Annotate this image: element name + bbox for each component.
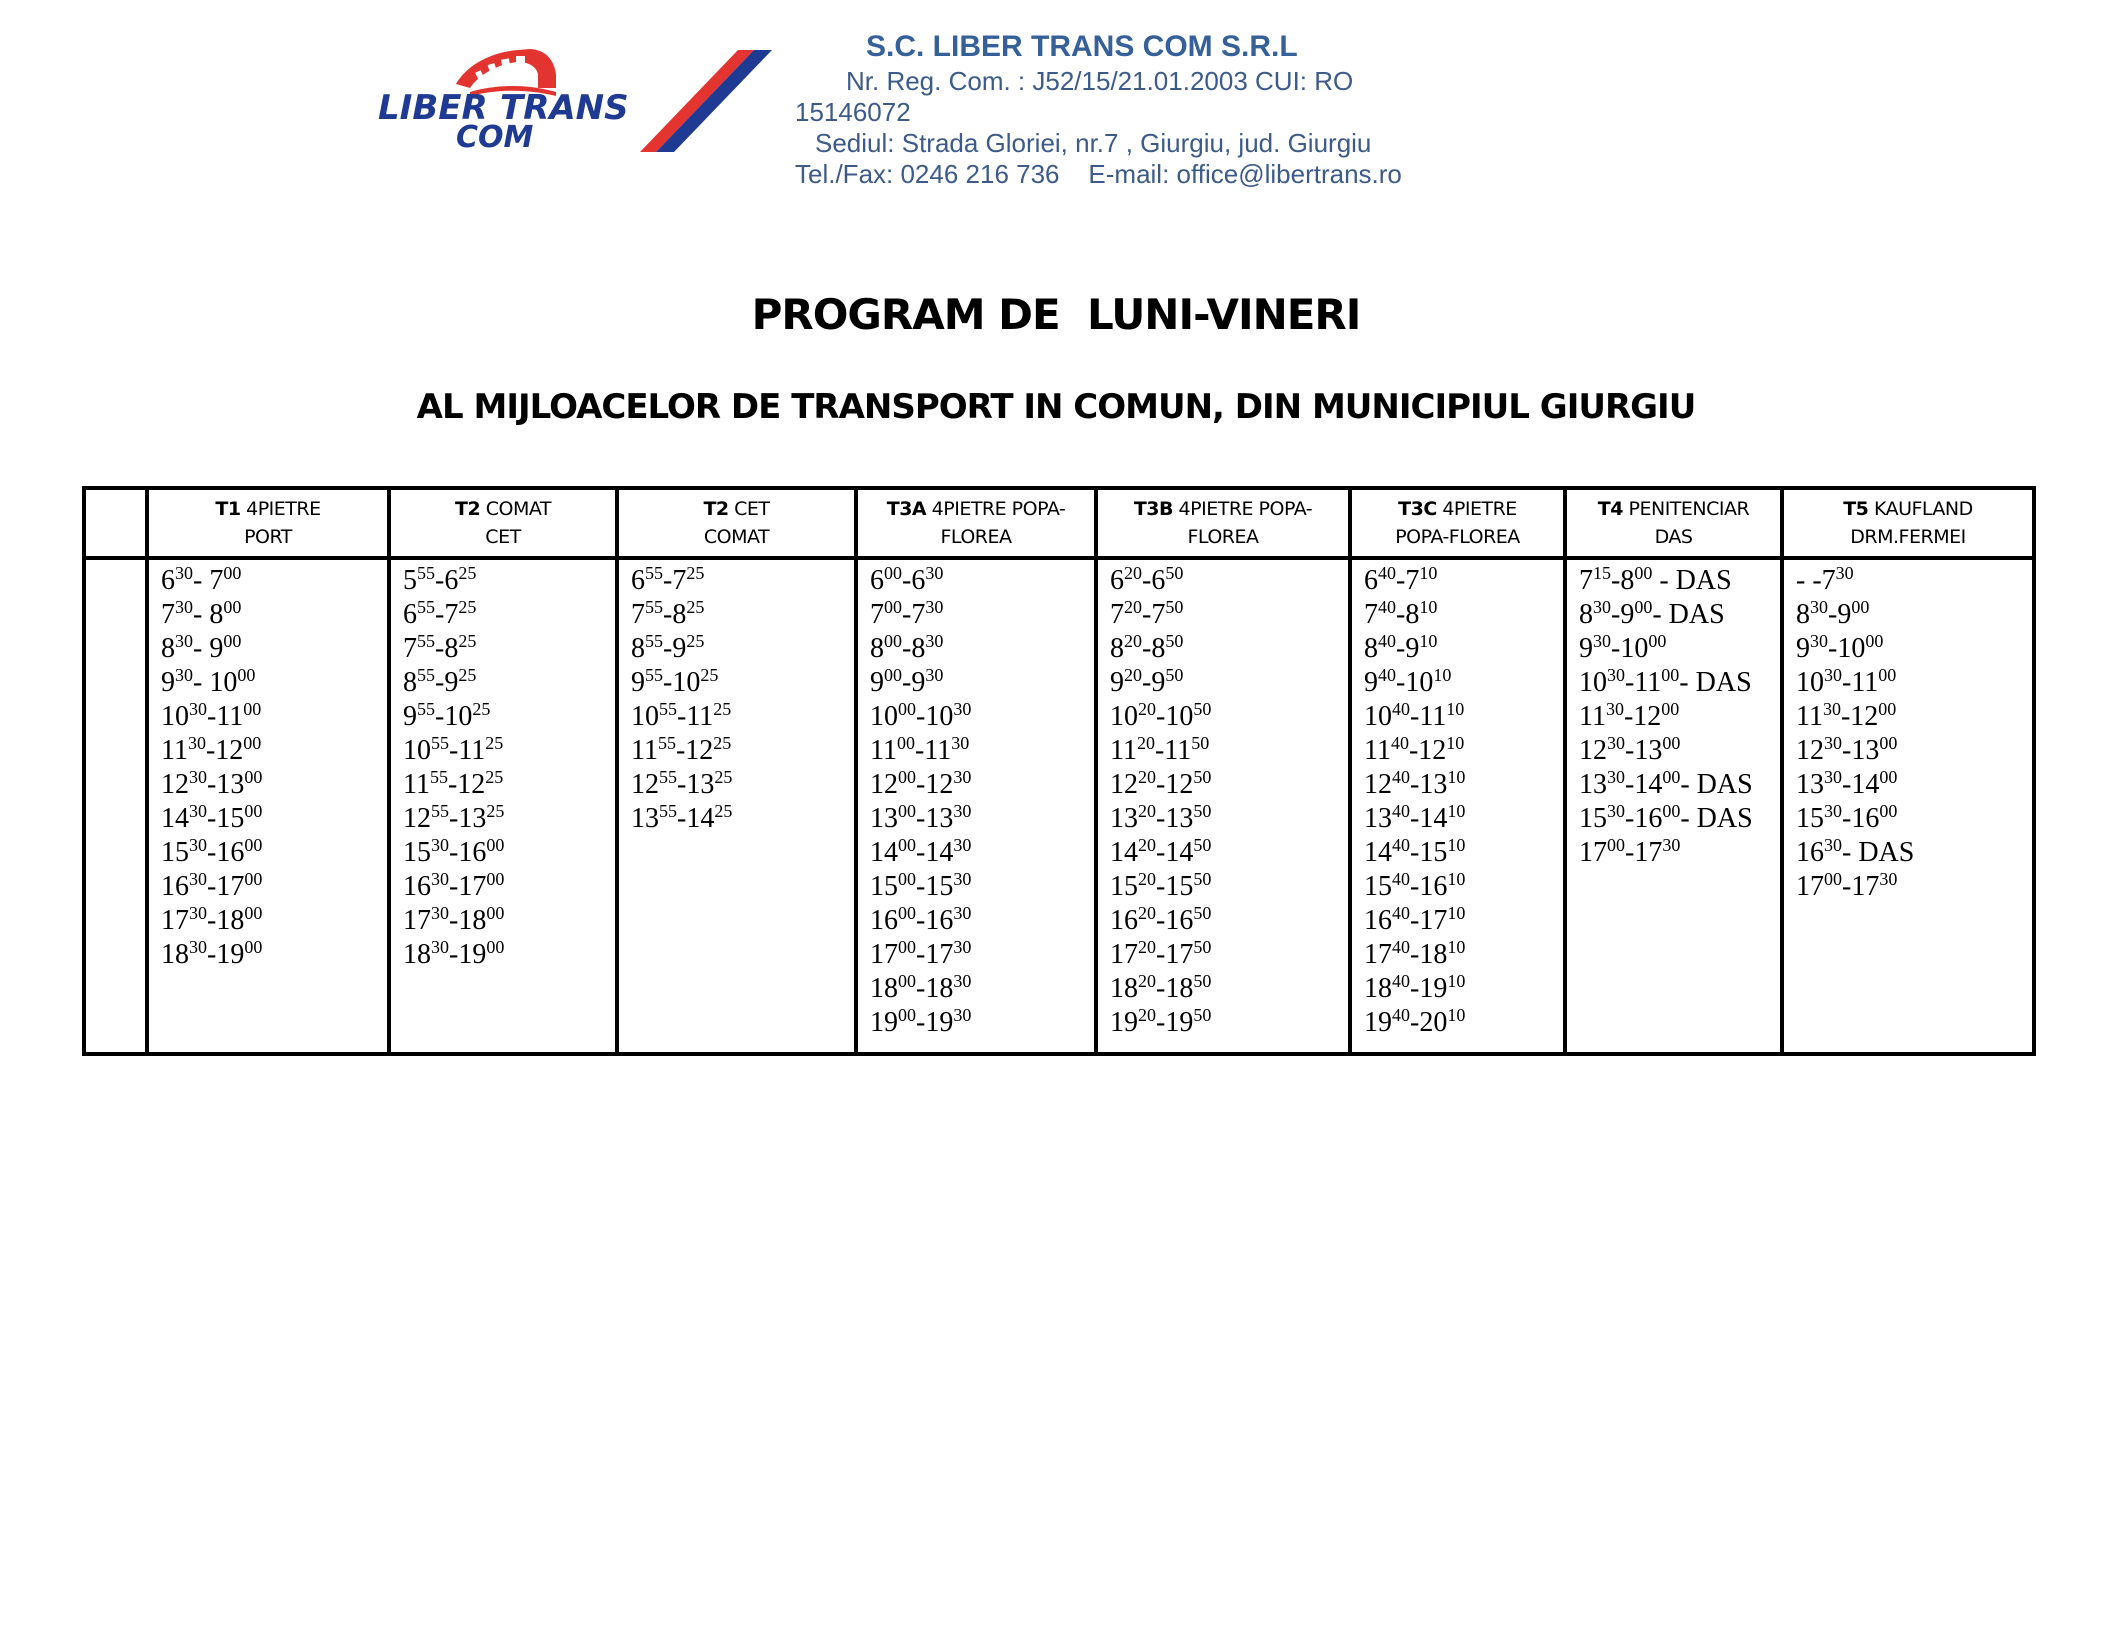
column-header	[858, 490, 1094, 556]
time-slot: $6^{00}-6^{30}$	[870, 563, 944, 596]
route-start: 4PIETRE POPA-	[1173, 498, 1313, 520]
time-slot: $8^{30}-$ $9^{00}$	[161, 631, 242, 664]
route-start: COMAT	[480, 498, 551, 520]
time-slot: $8^{00}-8^{30}$	[870, 631, 944, 664]
time-slot: $7^{30}-$ $8^{00}$	[161, 597, 242, 630]
time-slot: $9^{20}-9^{50}$	[1110, 665, 1184, 698]
column-header-line1	[703, 495, 769, 523]
column-times	[1796, 564, 1914, 904]
time-slot: $17^{40}-18^{10}$	[1364, 937, 1466, 970]
time-slot: $12^{40}-13^{10}$	[1364, 767, 1466, 800]
column-header	[149, 490, 387, 556]
time-slot: $11^{30}-12^{00}$	[1796, 699, 1897, 732]
schedule-table	[82, 486, 2036, 1056]
column-times	[403, 564, 504, 972]
column-header-line1	[1598, 495, 1749, 523]
route-end: FLOREA	[1187, 526, 1259, 548]
time-slot: $16^{40}-17^{10}$	[1364, 903, 1466, 936]
liber-trans-com-logo	[378, 44, 788, 159]
time-slot: $15^{30}-16^{00}-$ DAS	[1579, 801, 1753, 834]
time-slot: $7^{55}-8^{25}$	[631, 597, 705, 630]
time-slot: $11^{30}-12^{00}$	[1579, 699, 1680, 732]
column-header-line1	[455, 495, 551, 523]
time-slot: $11^{55}-12^{25}$	[403, 767, 504, 800]
column-times	[1364, 564, 1465, 1040]
column-header-line1	[1398, 495, 1517, 523]
time-slot: $9^{00}-9^{30}$	[870, 665, 944, 698]
column-header-line1	[1843, 495, 1973, 523]
time-slot: $12^{30}-13^{00}$	[161, 767, 263, 800]
time-slot: - $-7^{30}$	[1796, 563, 1854, 596]
column-divider	[1094, 490, 1098, 1052]
logo-text-liber: LIBER	[378, 88, 488, 128]
route-code: T5	[1843, 498, 1869, 520]
time-slot: $11^{20}-11^{50}$	[1110, 733, 1210, 766]
page-subtitle: AL MIJLOACELOR DE TRANSPORT IN COMUN, DIN MUNICIPIUL GIURGIU	[416, 387, 1696, 427]
time-slot: $9^{55}-10^{25}$	[631, 665, 719, 698]
time-slot: $6^{40}-7^{10}$	[1364, 563, 1438, 596]
route-code: T1	[215, 498, 241, 520]
time-slot: $16^{30}-17^{00}$	[161, 869, 263, 902]
time-slot: $10^{55}-11^{25}$	[403, 733, 504, 766]
time-slot: $17^{20}-17^{50}$	[1110, 937, 1212, 970]
time-slot: $17^{30}-18^{00}$	[161, 903, 263, 936]
column-times	[1579, 564, 1753, 870]
time-slot: $15^{30}-16^{00}$	[1796, 801, 1898, 834]
column-divider	[854, 490, 858, 1052]
time-slot: $10^{30}-11^{00}$	[161, 699, 262, 732]
time-slot: $16^{00}-16^{30}$	[870, 903, 972, 936]
time-slot: $13^{00}-13^{30}$	[870, 801, 972, 834]
route-code: T3B	[1133, 498, 1174, 520]
page-title: PROGRAM DE LUNI-VINERI	[751, 290, 1361, 339]
contact-info: Tel./Fax: 0246 216 736 E-mail: office@libertrans.ro	[795, 159, 1402, 189]
time-slot: $13^{30}-14^{00}-$ DAS	[1579, 767, 1753, 800]
time-slot: $18^{30}-19^{00}$	[403, 937, 505, 970]
column-header	[1567, 490, 1780, 556]
time-slot: $10^{30}-11^{00}-$ DAS	[1579, 665, 1752, 698]
time-slot: $8^{30}-9^{00}-$ DAS	[1579, 597, 1725, 630]
column-header	[1352, 490, 1563, 556]
time-slot: $17^{00}-17^{30}$	[870, 937, 972, 970]
route-end: COMAT	[703, 526, 770, 548]
time-slot: $8^{30}-9^{00}$	[1796, 597, 1870, 630]
time-slot: $11^{30}-12^{00}$	[161, 733, 262, 766]
time-slot: $15^{40}-16^{10}$	[1364, 869, 1466, 902]
time-slot: $16^{30}-$ DAS	[1796, 835, 1915, 868]
column-times	[870, 564, 971, 1040]
column-header-line1	[887, 495, 1066, 523]
time-slot: $13^{20}-13^{50}$	[1110, 801, 1212, 834]
time-slot: $12^{55}-13^{25}$	[403, 801, 505, 834]
column-header-line1	[215, 495, 320, 523]
time-slot: $17^{00}-17^{30}$	[1579, 835, 1681, 868]
address: Sediul: Strada Gloriei, nr.7 , Giurgiu, jud. Giurgiu	[815, 128, 1372, 158]
route-start: KAUFLAND	[1868, 498, 1973, 520]
time-slot: $19^{40}-20^{10}$	[1364, 1005, 1466, 1038]
time-slot: $18^{00}-18^{30}$	[870, 971, 972, 1004]
time-slot: $6^{30}-$ $7^{00}$	[161, 563, 242, 596]
route-start: 4PIETRE	[240, 498, 321, 520]
time-slot: $14^{20}-14^{50}$	[1110, 835, 1212, 868]
route-code: T4	[1597, 498, 1623, 520]
time-slot: $9^{40}-10^{10}$	[1364, 665, 1452, 698]
column-divider	[615, 490, 619, 1052]
time-slot: $7^{20}-7^{50}$	[1110, 597, 1184, 630]
route-start: PENITENCIAR	[1622, 498, 1750, 520]
column-divider	[1348, 490, 1352, 1052]
route-end: DAS	[1654, 526, 1693, 548]
logo-text-com: COM	[456, 120, 534, 155]
time-slot: $7^{15}-8^{00}$ - DAS	[1579, 563, 1732, 596]
time-slot: $14^{30}-15^{00}$	[161, 801, 263, 834]
time-slot: $9^{30}-10^{00}$	[1579, 631, 1667, 664]
time-slot: $17^{00}-17^{30}$	[1796, 869, 1898, 902]
time-slot: $8^{20}-8^{50}$	[1110, 631, 1184, 664]
time-slot: $8^{40}-9^{10}$	[1364, 631, 1438, 664]
route-end: POPA-FLOREA	[1395, 526, 1520, 548]
time-slot: $13^{30}-14^{00}$	[1796, 767, 1898, 800]
time-slot: $19^{20}-19^{50}$	[1110, 1005, 1212, 1038]
column-divider	[1780, 490, 1784, 1052]
time-slot: $7^{40}-8^{10}$	[1364, 597, 1438, 630]
time-slot: $6^{20}-6^{50}$	[1110, 563, 1184, 596]
route-code: T3A	[886, 498, 927, 520]
time-slot: $10^{30}-11^{00}$	[1796, 665, 1897, 698]
time-slot: $6^{55}-7^{25}$	[403, 597, 477, 630]
time-slot: $16^{30}-17^{00}$	[403, 869, 505, 902]
route-end: DRM.FERMEI	[1850, 526, 1966, 548]
time-slot: $8^{55}-9^{25}$	[403, 665, 477, 698]
time-slot: $10^{40}-11^{10}$	[1364, 699, 1465, 732]
time-slot: $10^{55}-11^{25}$	[631, 699, 732, 732]
time-slot: $7^{55}-8^{25}$	[403, 631, 477, 664]
route-code: T3C	[1398, 498, 1437, 520]
time-slot: $12^{30}-13^{00}$	[1796, 733, 1898, 766]
time-slot: $18^{30}-19^{00}$	[161, 937, 263, 970]
time-slot: $15^{20}-15^{50}$	[1110, 869, 1212, 902]
company-name: S.C. LIBER TRANS COM S.R.L	[866, 30, 1298, 63]
registration-number: Nr. Reg. Com. : J52/15/21.01.2003 CUI: RO	[846, 66, 1354, 96]
column-header	[1098, 490, 1348, 556]
time-slot: $9^{30}-$ $10^{00}$	[161, 665, 256, 698]
time-slot: $15^{30}-16^{00}$	[403, 835, 505, 868]
time-slot: $10^{20}-10^{50}$	[1110, 699, 1212, 732]
time-slot: $18^{20}-18^{50}$	[1110, 971, 1212, 1004]
time-slot: $11^{55}-12^{25}$	[631, 733, 732, 766]
time-slot: $8^{55}-9^{25}$	[631, 631, 705, 664]
column-header	[1784, 490, 2032, 556]
time-slot: $12^{30}-13^{00}$	[1579, 733, 1681, 766]
time-slot: $14^{00}-14^{30}$	[870, 835, 972, 868]
route-code: T2	[703, 498, 729, 520]
time-slot: $6^{55}-7^{25}$	[631, 563, 705, 596]
route-start: 4PIETRE	[1436, 498, 1517, 520]
route-code: T2	[455, 498, 481, 520]
column-times	[1110, 564, 1211, 1040]
column-header	[391, 490, 615, 556]
time-slot: $12^{55}-13^{25}$	[631, 767, 733, 800]
time-slot: $19^{00}-19^{30}$	[870, 1005, 972, 1038]
time-slot: $10^{00}-10^{30}$	[870, 699, 972, 732]
header-divider	[86, 556, 2032, 560]
route-start: CET	[728, 498, 770, 520]
time-slot: $12^{20}-12^{50}$	[1110, 767, 1212, 800]
time-slot: $11^{00}-11^{30}$	[870, 733, 970, 766]
time-slot: $9^{30}-10^{00}$	[1796, 631, 1884, 664]
logo-text-trans: TRANS	[500, 88, 629, 128]
column-header-line1	[1134, 495, 1312, 523]
route-end: FLOREA	[940, 526, 1012, 548]
route-end: PORT	[244, 526, 292, 548]
column-divider	[387, 490, 391, 1052]
time-slot: $15^{30}-16^{00}$	[161, 835, 263, 868]
route-end: CET	[485, 526, 521, 548]
time-slot: $14^{40}-15^{10}$	[1364, 835, 1466, 868]
time-slot: $7^{00}-7^{30}$	[870, 597, 944, 630]
time-slot: $5^{55}-6^{25}$	[403, 563, 477, 596]
column-divider	[1563, 490, 1567, 1052]
column-times	[631, 564, 732, 836]
cui-number: 15146072	[795, 97, 911, 127]
time-slot: $9^{55}-10^{25}$	[403, 699, 491, 732]
time-slot: $17^{30}-18^{00}$	[403, 903, 505, 936]
column-times	[161, 564, 262, 972]
time-slot: $13^{55}-14^{25}$	[631, 801, 733, 834]
time-slot: $11^{40}-12^{10}$	[1364, 733, 1465, 766]
time-slot: $15^{00}-15^{30}$	[870, 869, 972, 902]
route-start: 4PIETRE POPA-	[926, 498, 1066, 520]
time-slot: $13^{40}-14^{10}$	[1364, 801, 1466, 834]
time-slot: $16^{20}-16^{50}$	[1110, 903, 1212, 936]
time-slot: $12^{00}-12^{30}$	[870, 767, 972, 800]
column-header	[619, 490, 854, 556]
column-divider	[145, 490, 149, 1052]
time-slot: $18^{40}-19^{10}$	[1364, 971, 1466, 1004]
